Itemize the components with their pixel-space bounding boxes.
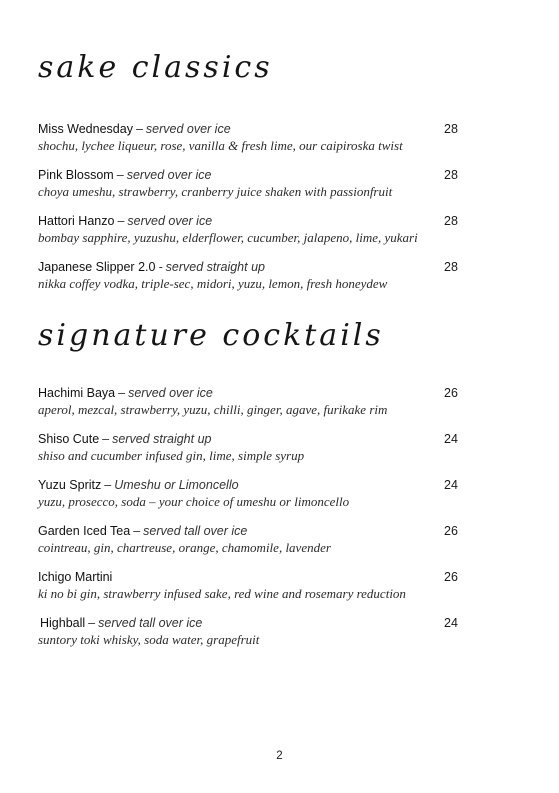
item-name: Shiso Cute [38,432,100,446]
item-description: yuzu, prosecco, soda – your choice of umeshu or limoncello [38,494,350,509]
item-serving-note: served straight up [165,260,265,274]
item-price: 26 [444,386,458,400]
item-description: ki no bi gin, strawberry infused sake, red wine and rosemary reduction [38,586,406,601]
item-description: nikka coffey vodka, triple-sec, midori, yuzu, lemon, fresh honeydew [38,276,388,291]
item-separator: – [116,168,124,182]
item-serving-note: served over ice [127,214,213,228]
menu-item-hattori-hanzo [38,213,478,246]
item-separator [112,570,118,584]
item-price: 24 [444,432,458,446]
section-title-sake-classics: sake classics [38,50,273,85]
item-description: shiso and cucumber infused gin, lime, simple syrup [38,448,305,463]
page-number: 2 [276,750,283,762]
item-description: bombay sapphire, yuzushu, elderflower, cucumber, jalapeno, lime, yukari [38,230,418,245]
item-serving-note: served straight up [112,432,212,446]
item-name: Ichigo Martini [38,570,113,584]
item-separator: – [133,524,141,538]
menu-item-japanese-slipper [38,259,478,292]
item-description: aperol, mezcal, strawberry, yuzu, chilli, ginger, agave, furikake rim [38,402,388,417]
item-separator: – [104,478,112,492]
item-name: Yuzu Spritz [38,478,102,492]
menu-item-miss-wednesday [38,121,478,154]
item-price: 26 [444,524,458,538]
item-serving-note: served tall over ice [98,616,203,630]
item-serving-note: served tall over ice [143,524,248,538]
item-price: 24 [444,616,458,630]
item-separator: - [158,260,163,274]
item-price: 28 [444,168,458,182]
item-name: Hachimi Baya [38,386,116,400]
item-separator: – [135,122,143,136]
item-price: 28 [444,122,458,136]
item-name: Miss Wednesday [38,122,133,136]
menu-item-ichigo-martini [38,569,478,602]
item-price: 24 [444,478,458,492]
item-serving-note: served over ice [128,386,213,400]
section-title-signature-cocktails: signature cocktails [38,318,384,353]
item-name: Japanese Slipper 2.0 [38,260,156,274]
menu-item-garden-iced-tea [38,523,478,556]
item-separator: – [118,386,126,400]
item-description: shochu, lychee liqueur, rose, vanilla & fresh lime, our caipiroska twist [38,138,403,153]
menu-item-pink-blossom [38,167,478,200]
item-price: 26 [444,570,458,584]
item-description: suntory toki whisky, soda water, grapefruit [38,632,260,647]
menu-item-shiso-cute [38,431,478,464]
item-name: Highball [40,616,86,630]
item-separator: – [117,214,125,228]
item-name: Garden Iced Tea [38,524,131,538]
menu-item-highball [38,615,478,648]
item-description: choya umeshu, strawberry, cranberry juice shaken with passionfruit [38,184,393,199]
menu-item-yuzu-spritz [38,477,478,510]
item-name: Pink Blossom [38,168,114,182]
item-serving-note: served over ice [145,122,231,136]
item-serving-note: served over ice [126,168,212,182]
item-separator: – [88,616,96,630]
item-price: 28 [444,260,458,274]
item-name: Hattori Hanzo [38,214,115,228]
menu-item-hachimi-baya [38,385,478,418]
item-price: 28 [444,214,458,228]
item-serving-note: Umeshu or Limoncello [114,478,239,492]
item-description: cointreau, gin, chartreuse, orange, chamomile, lavender [38,540,331,555]
item-separator: – [102,432,110,446]
